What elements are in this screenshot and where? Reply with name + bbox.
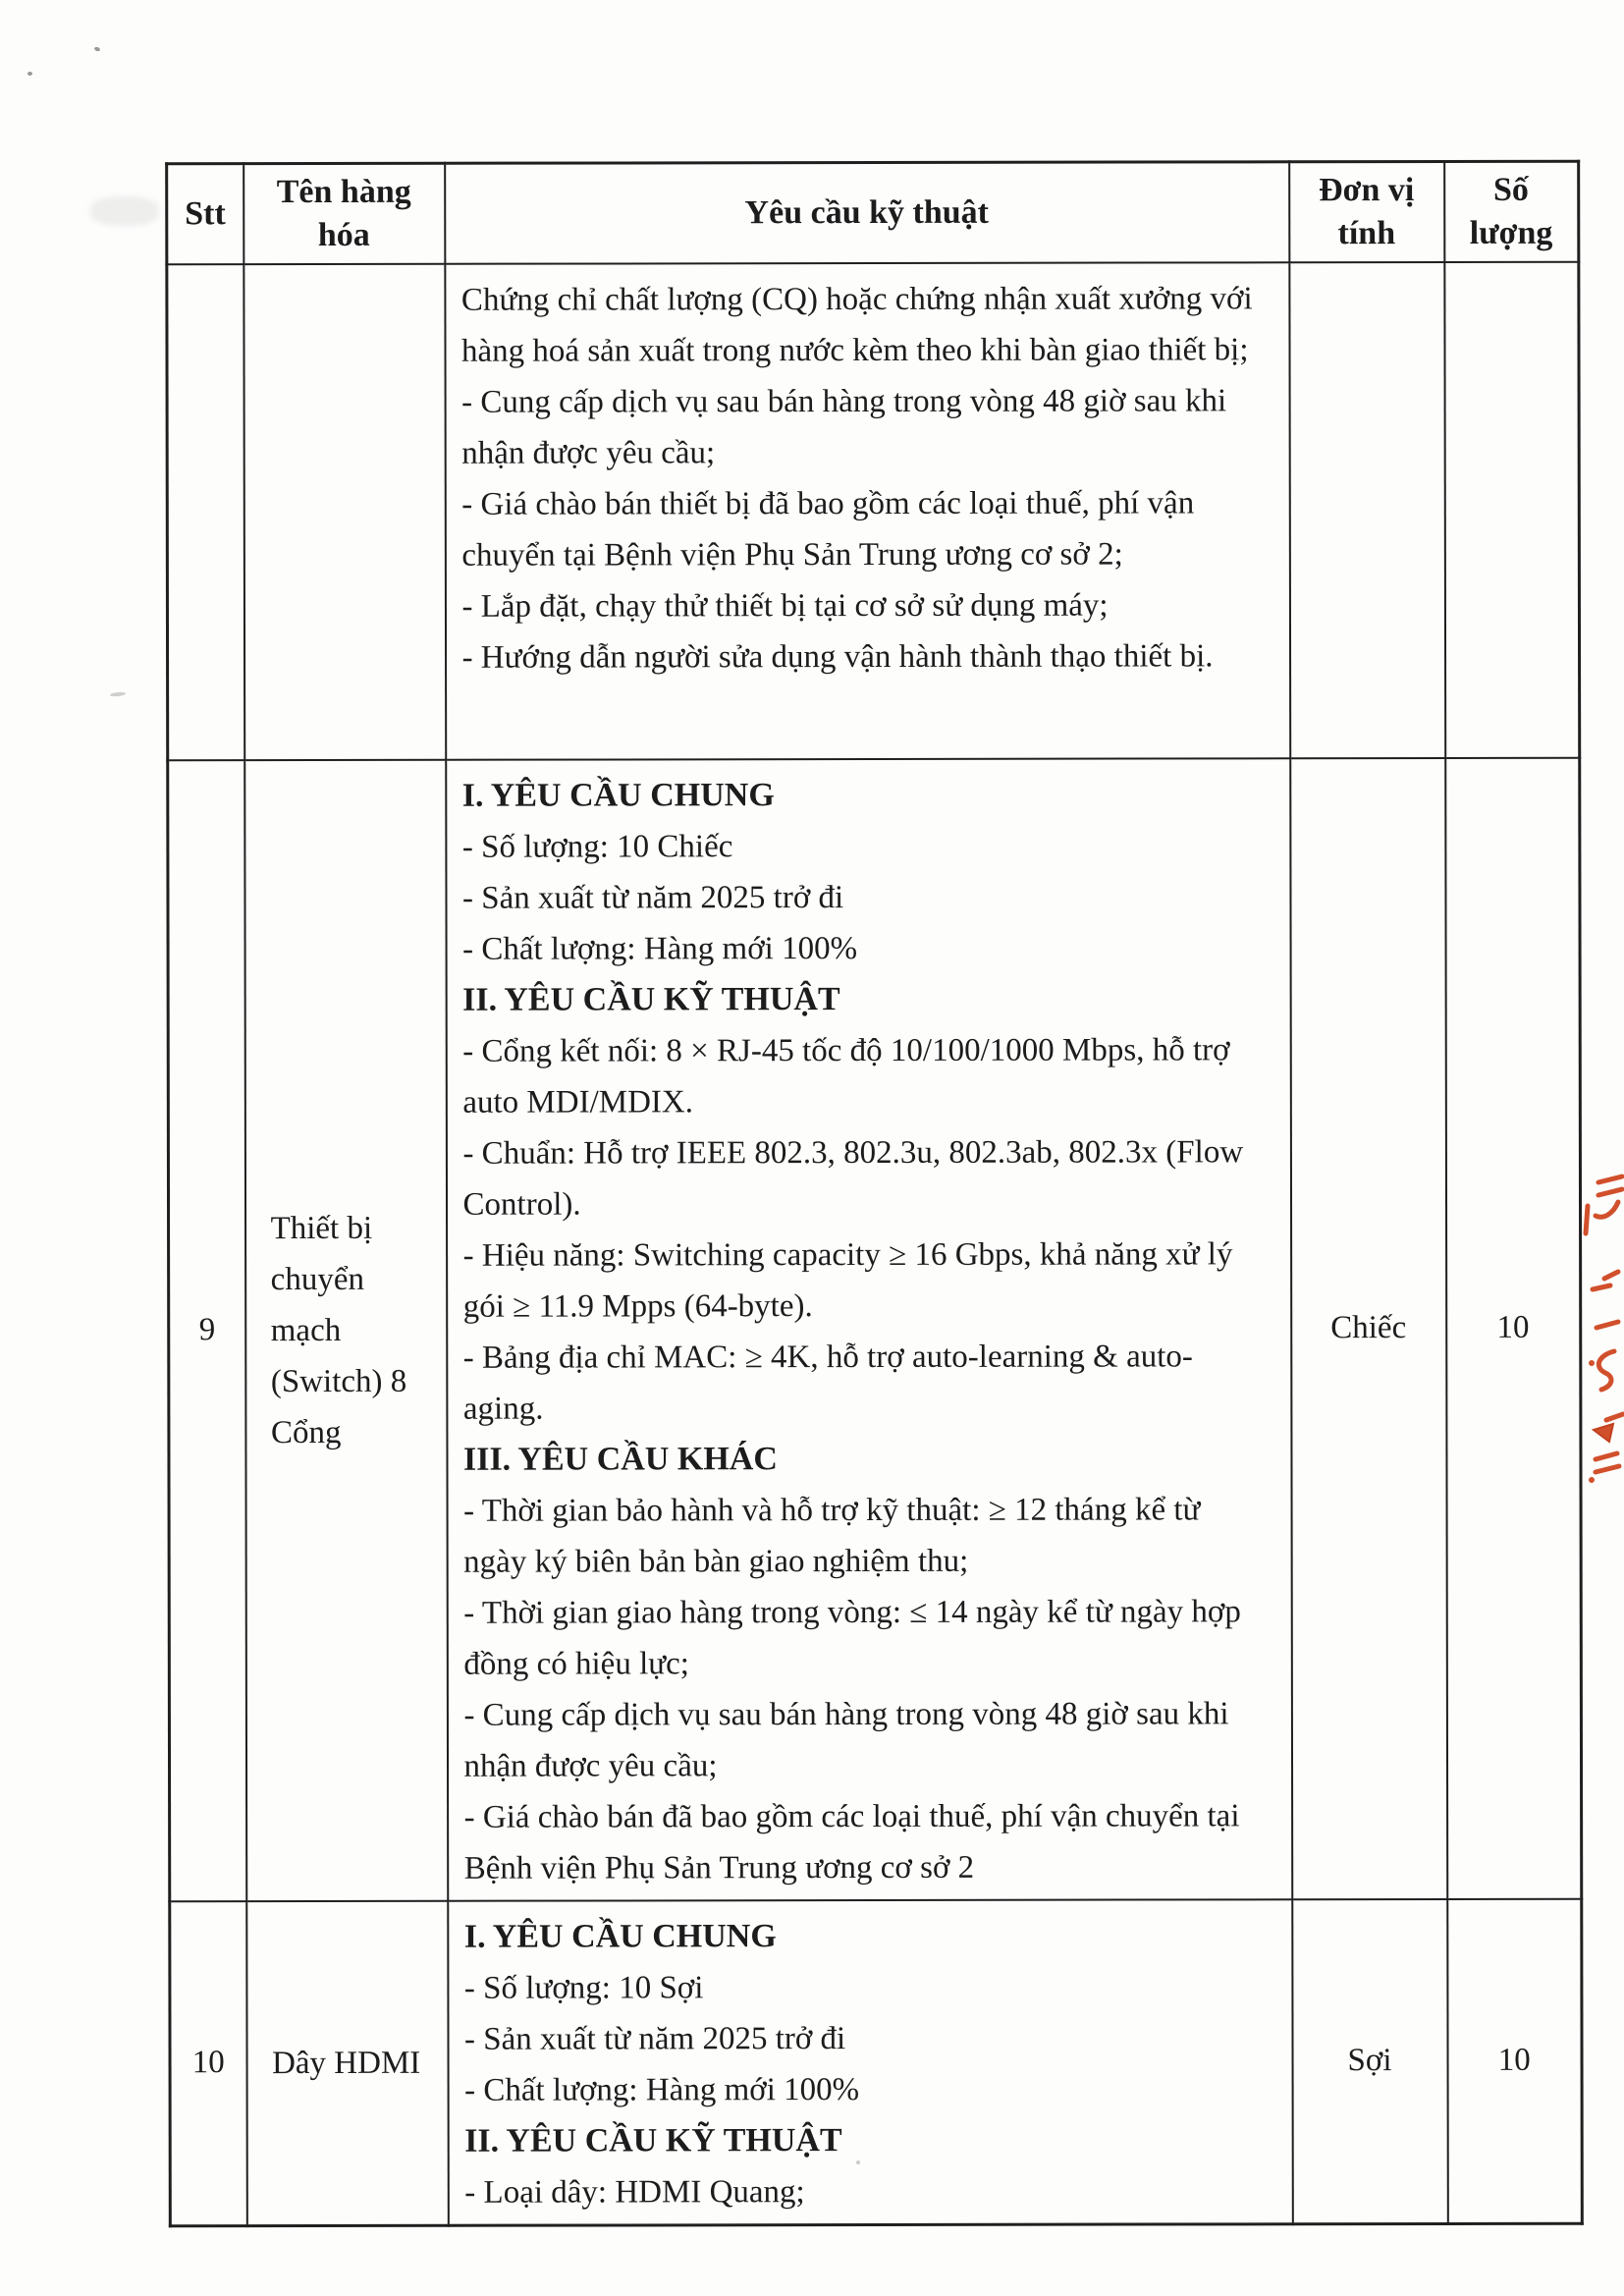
spec-line: - Cổng kết nối: 8 × RJ-45 tốc độ 10/100/1000 Mbps, hỗ trợ auto MDI/MDIX. [462, 1031, 1230, 1121]
spec-line: - Hiệu năng: Switching capacity ≥ 16 Gbps, khả năng xử lý gói ≥ 11.9 Mpps (64-byte). [462, 1235, 1233, 1325]
spec-line: - Thời gian bảo hành và hỗ trợ kỹ thuật: ≥ 12 tháng kể từ ngày ký biên bản bàn giao nghiệm thu; [463, 1491, 1201, 1580]
spec-line: - Giá chào bán thiết bị đã bao gồm các loại thuế, phí vận chuyển tại Bệnh viện Phụ Sản Trung ương cơ sở 2; [461, 484, 1195, 574]
spec-line: - Hướng dẫn người sửa dụng vận hành thành thạo thiết bị. [461, 637, 1214, 676]
cell-item-name [244, 263, 446, 759]
spec-line: - Lắp đặt, chạy thử thiết bị tại cơ sở sử dụng máy; [461, 587, 1109, 625]
table-row-item9-switch [168, 757, 1582, 1901]
spec-line: Chứng chỉ chất lượng (CQ) hoặc chứng nhận xuất xưởng với hàng hoá sản xuất trong nước kèm theo khi bàn giao thiết bị; [460, 280, 1253, 369]
cell-stt: 10 [170, 1901, 247, 2226]
spec-line: - Chuẩn: Hỗ trợ IEEE 802.3, 802.3u, 802.3ab, 802.3x (Flow Control). [462, 1133, 1244, 1223]
spec-line: - Số lượng: 10 Chiếc [461, 828, 733, 865]
cell-unit: Chiếc [1290, 757, 1447, 1898]
col-header-so-luong [1444, 161, 1579, 261]
cell-quantity: 10 [1447, 1898, 1583, 2223]
spec-line: - Thời gian giao hàng trong vòng: ≤ 14 ngày kể từ ngày hợp đồng có hiệu lực; [463, 1593, 1241, 1682]
spec-line: - Giá chào bán đã bao gồm các loại thuế, phí vận chuyển tại Bệnh viện Phụ Sản Trung ương cơ sở 2 [463, 1797, 1240, 1886]
spec-section-heading: III. YÊU CẦU KHÁC [462, 1440, 778, 1478]
cell-tech-requirements [446, 758, 1292, 1900]
scan-speck [93, 46, 100, 52]
table-header-row [167, 161, 1579, 264]
header-line: Tên hàng [276, 173, 411, 210]
spec-line: - Sản xuất từ năm 2025 trở đi [463, 2020, 846, 2057]
spec-section-heading: II. YÊU CẦU KỸ THUẬT [464, 2121, 842, 2159]
cell-quantity: 10 [1445, 757, 1582, 1898]
scan-speck [27, 72, 32, 76]
spec-section-heading: II. YÊU CẦU KỸ THUẬT [462, 980, 840, 1018]
cell-unit [1289, 261, 1445, 757]
spec-line: - Cung cấp dịch vụ sau bán hàng trong vòng 48 giờ sau khi nhận được yêu cầu; [461, 382, 1227, 471]
col-header-ten-hang-hoa [244, 163, 445, 263]
cell-item-name: Thiết bị chuyển mạch (Switch) 8 Cổng [244, 759, 448, 1900]
col-header-yeu-cau-ky-thuat: Yêu cầu kỹ thuật [445, 162, 1289, 264]
spec-line: - Chất lượng: Hàng mới 100% [464, 2071, 860, 2108]
table-row-item10-hdmi-cable [170, 1898, 1583, 2225]
header-line: hóa [317, 216, 370, 253]
cell-tech-requirements [448, 1899, 1293, 2225]
table-row-item8-continuation [167, 261, 1580, 760]
header-line: lượng [1469, 214, 1553, 251]
spec-line: - Bảng địa chỉ MAC: ≥ 4K, hỗ trợ auto-learning & auto-aging. [462, 1338, 1193, 1427]
header-line: tính [1337, 214, 1396, 251]
cell-item-name: Dây HDMI [246, 1900, 449, 2225]
requirements-table [165, 160, 1584, 2227]
cell-tech-requirements [445, 262, 1290, 760]
spec-line: - Cung cấp dịch vụ sau bán hàng trong vòng 48 giờ sau khi nhận được yêu cầu; [463, 1695, 1229, 1784]
spec-section-heading: I. YÊU CẦU CHUNG [463, 1917, 777, 1955]
red-ink-marks [1583, 1171, 1624, 1495]
spec-section-heading: I. YÊU CẦU CHUNG [461, 776, 775, 814]
header-line: Số [1492, 171, 1529, 208]
scan-smudge [90, 196, 159, 226]
col-header-don-vi-tinh [1289, 161, 1444, 261]
table-body [167, 261, 1582, 2225]
spec-line: - Sản xuất từ năm 2025 trở đi [461, 879, 844, 916]
spec-line: - Số lượng: 10 Sợi [463, 1969, 704, 2006]
cell-stt: 9 [168, 760, 246, 1901]
spec-line: - Chất lượng: Hàng mới 100% [462, 930, 858, 967]
spec-line: - Loại dây: HDMI Quang; [464, 2173, 805, 2211]
cell-quantity [1444, 261, 1580, 757]
col-header-stt: Stt [167, 164, 244, 264]
cell-stt [167, 264, 244, 760]
cell-unit: Sợi [1292, 1898, 1448, 2223]
header-line: Đơn vị [1319, 171, 1415, 208]
scan-speck [110, 691, 126, 697]
